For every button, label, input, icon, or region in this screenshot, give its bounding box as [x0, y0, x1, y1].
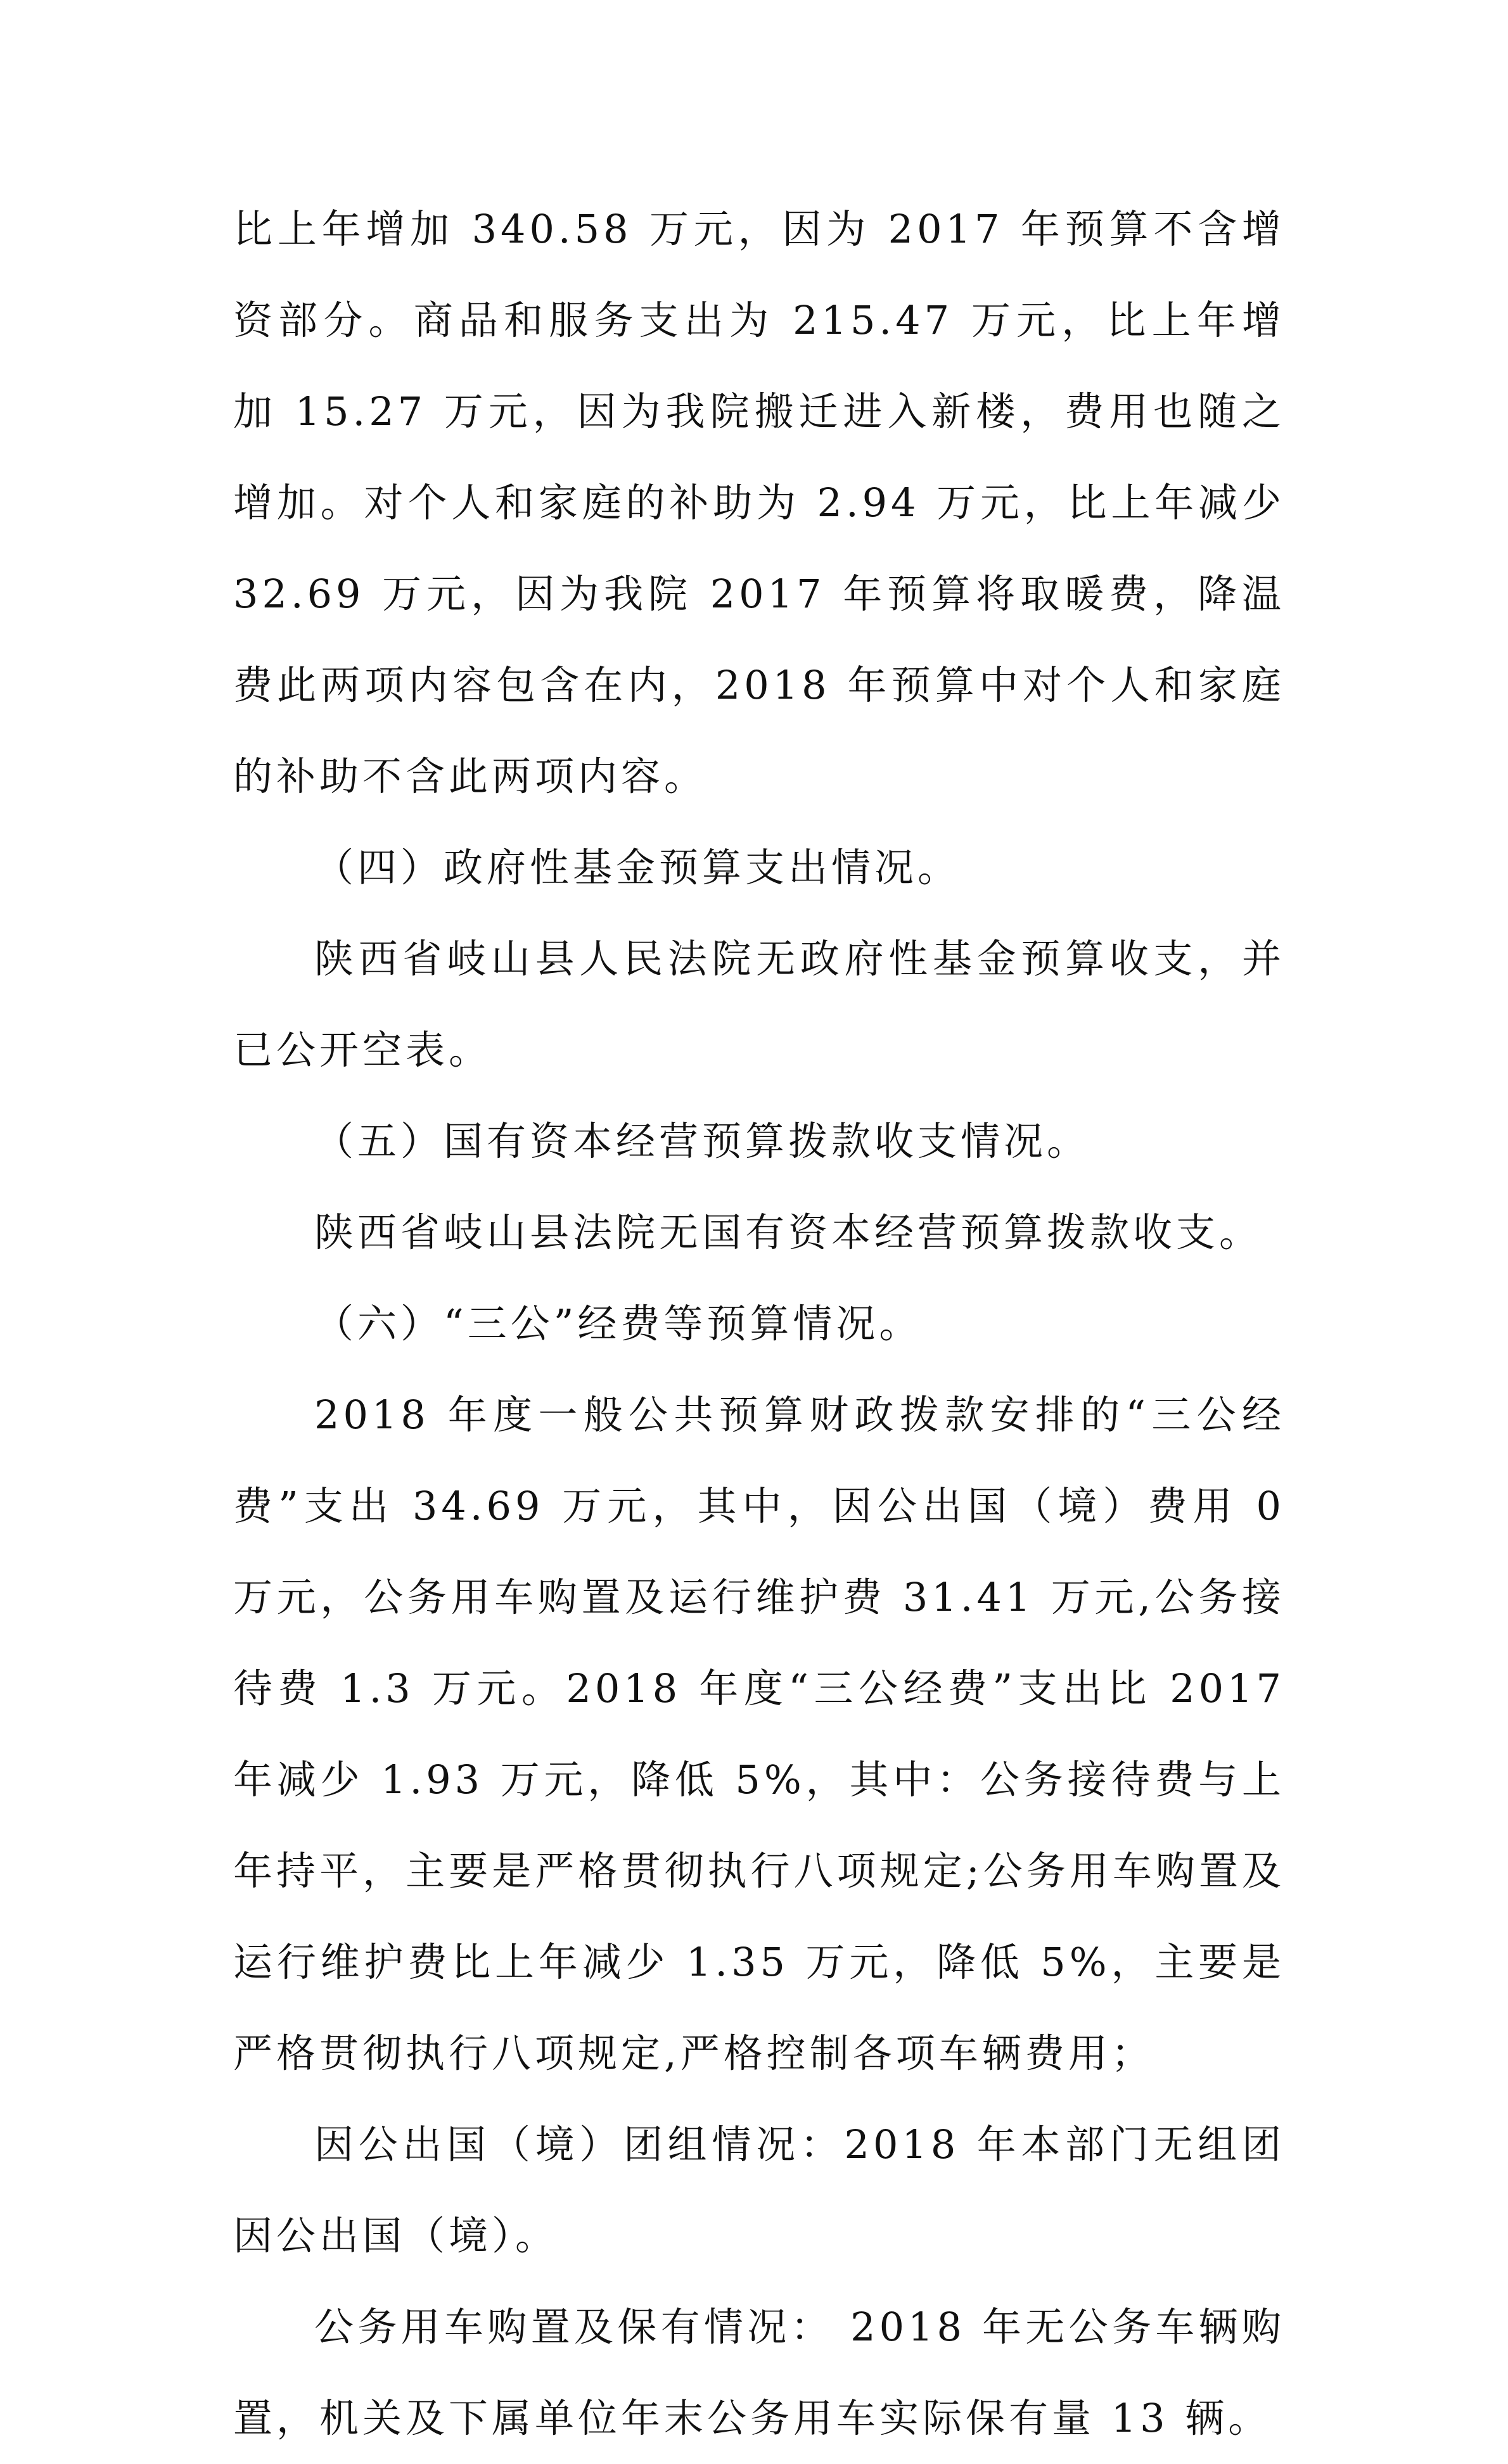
paragraph-official-vehicles: 公务用车购置及保有情况： 2018 年无公务车辆购置，机关及下属单位年末公务用车实际保有量 13 辆。 — [233, 2304, 1285, 2441]
paragraph-state-capital: 陕西省岐山县法院无国有资本经营预算拨款收支。 — [314, 1209, 1263, 1255]
body-text — [233, 184, 1285, 2464]
paragraph-government-funds: 陕西省岐山县人民法院无政府性基金预算收支，并已公开空表。 — [233, 936, 1285, 1073]
paragraph-three-public-budget: 2018 年度一般公共预算财政拨款安排的“三公经费”支出 34.69 万元，其中，因公出国（境）费用 0 万元，公务用车购置及运行维护费 31.41 万元,公务接待费 1.3 万元。2018 年度“三公经费”支出比 2017 年减少 1.93 万元，降低 5%，其中：公务接待费与上年持平，主要是严格贯彻执行八项规定;公务用车购置及运行维护费比上年减少 1.35 万元，降低 5%，主要是严格贯彻执行八项规定,严格控制各项车辆费用； — [233, 1392, 1285, 2076]
section-heading-state-capital: （五）国有资本经营预算拨款收支情况。 — [314, 1118, 1090, 1164]
paragraph-overseas-groups: 因公出国（境）团组情况：2018 年本部门无组团因公出国（境）。 — [233, 2121, 1285, 2259]
section-heading-three-public: （六）“三公”经费等预算情况。 — [314, 1300, 923, 1347]
section-heading-government-funds: （四）政府性基金预算支出情况。 — [314, 844, 961, 891]
paragraph-personnel-expenses: 比上年增加 340.58 万元，因为 2017 年预算不含增资部分。商品和服务支出为 215.47 万元，比上年增加 15.27 万元，因为我院搬迁进入新楼，费用也随之增加。对个人和家庭的补助为 2.94 万元，比上年减少 32.69 万元，因为我院 2017 年预算将取暖费，降温费此两项内容包含在内，2018 年预算中对个人和家庭的补助不含此两项内容。 — [233, 206, 1285, 799]
